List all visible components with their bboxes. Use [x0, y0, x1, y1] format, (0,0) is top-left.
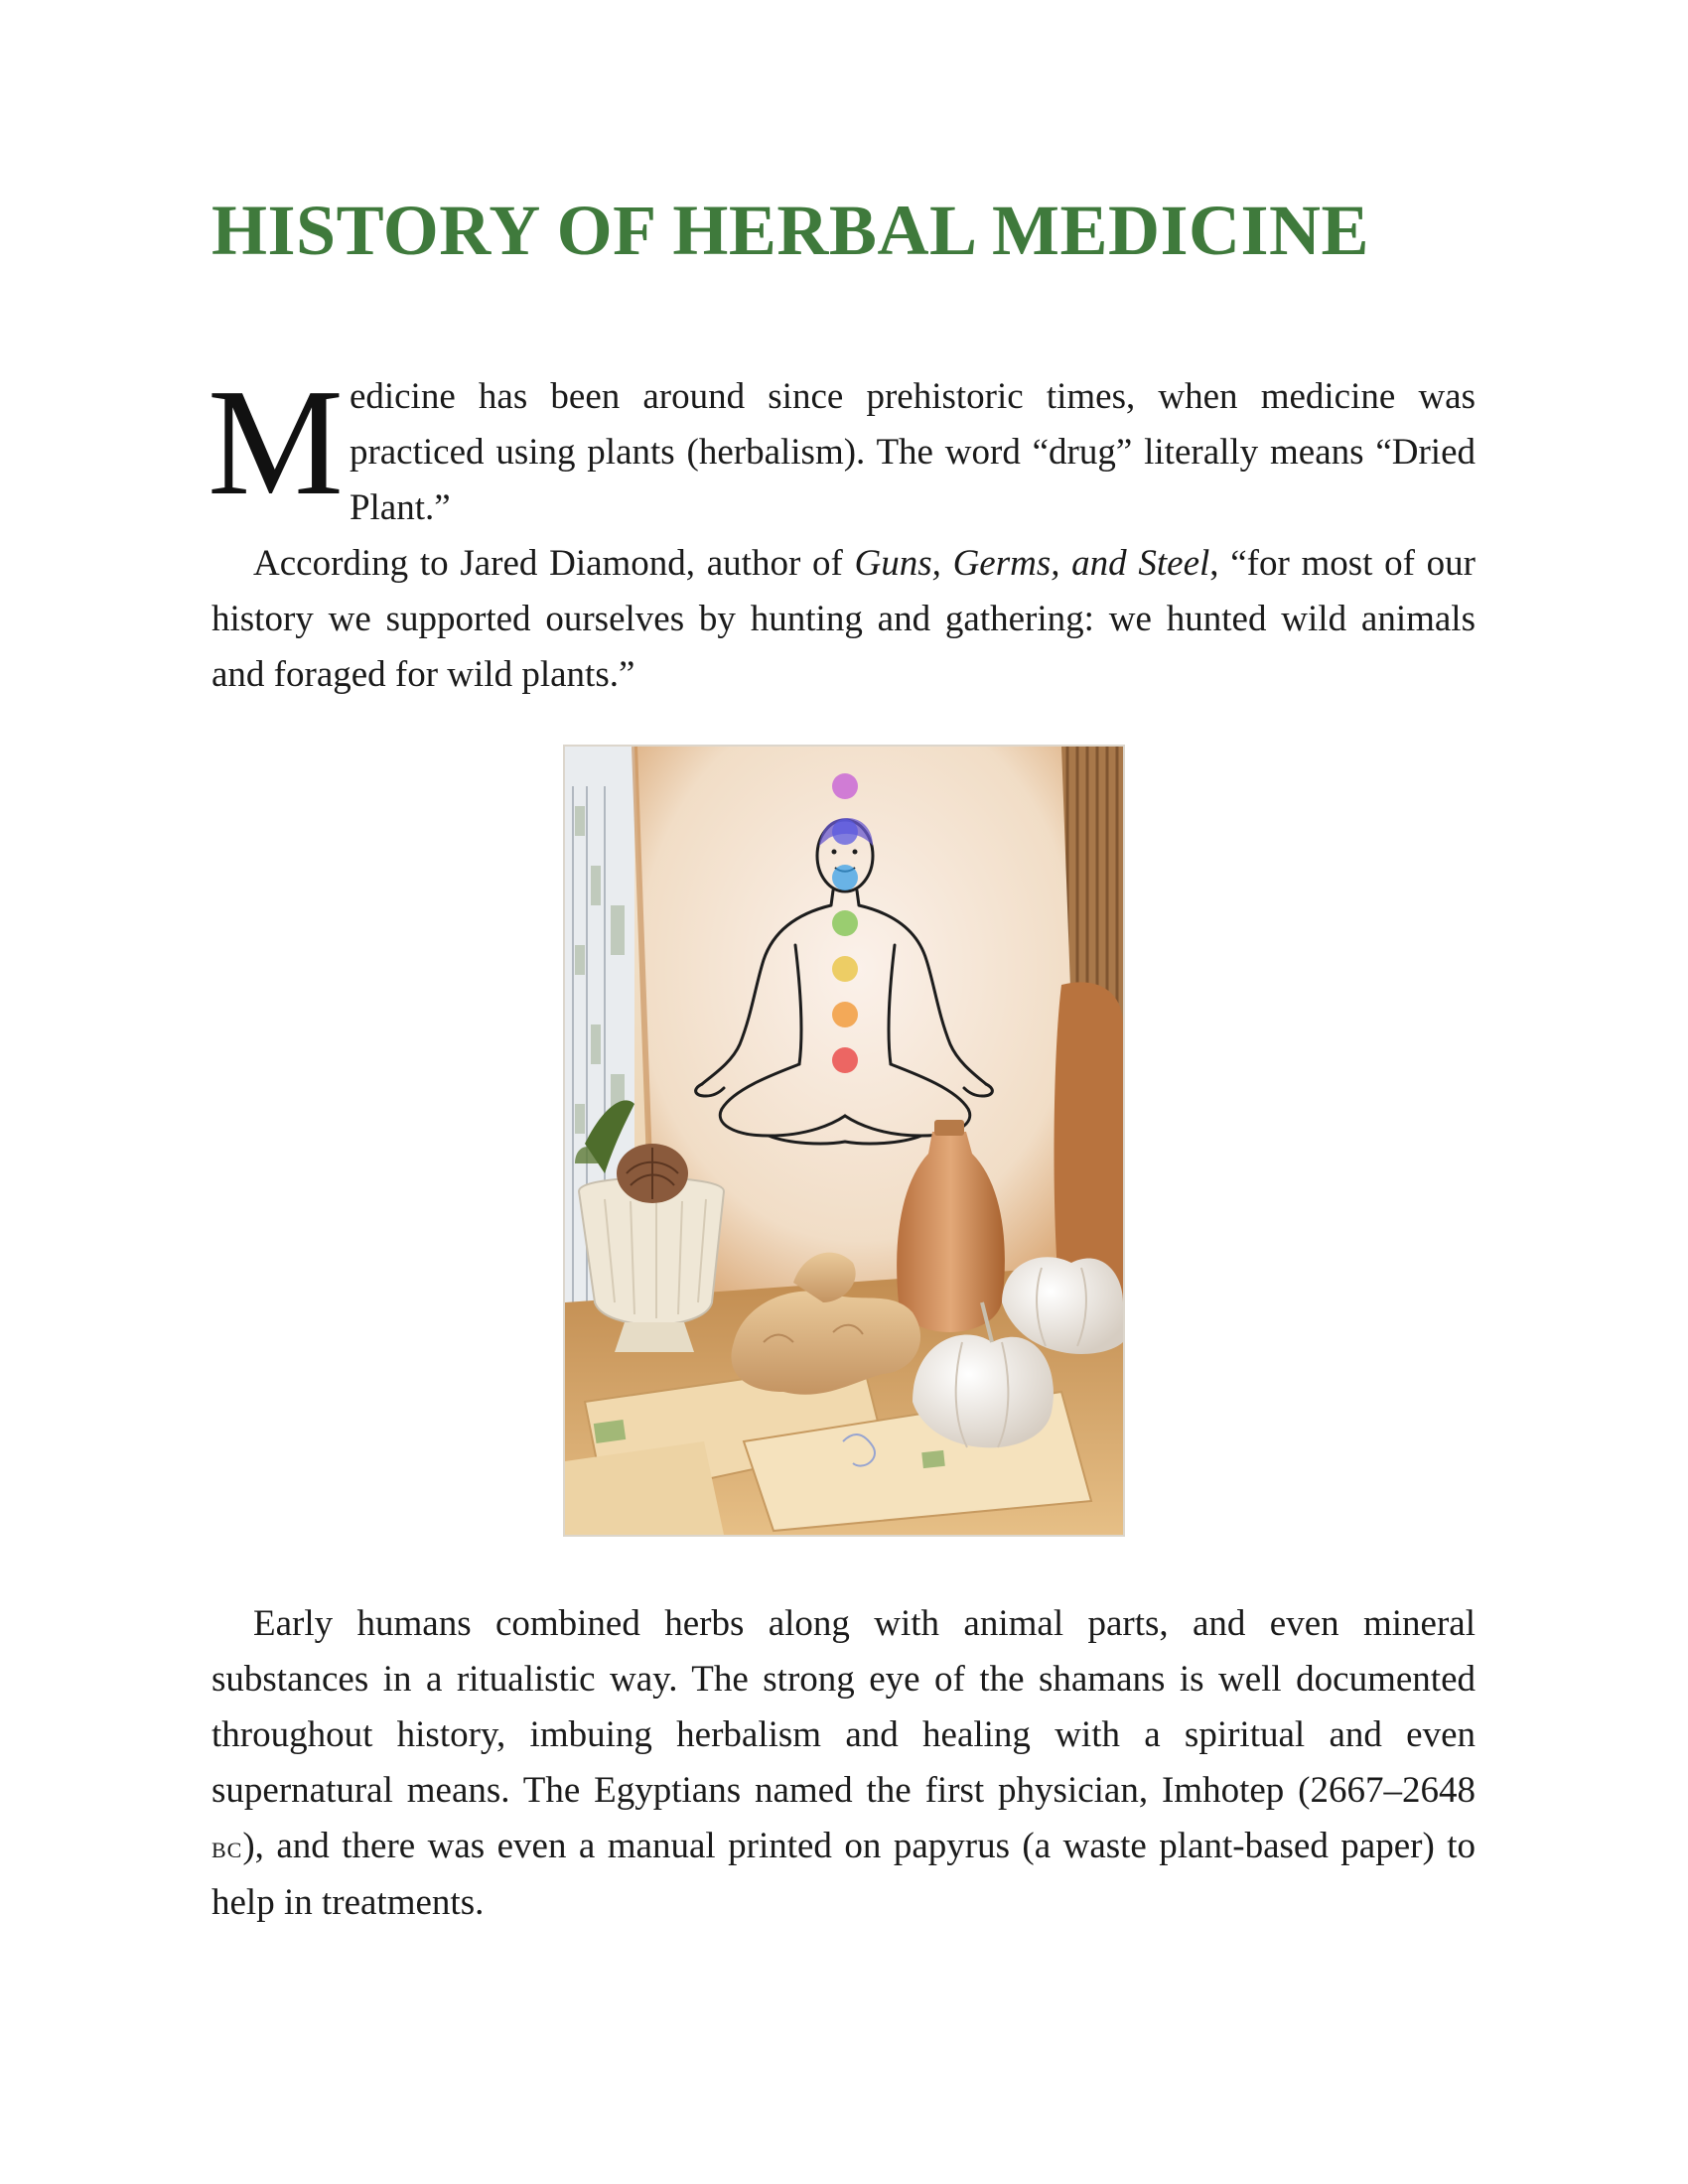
- herbal-meditation-photo: [563, 745, 1125, 1537]
- era-abbreviation: bc: [211, 1830, 243, 1864]
- paragraph-diamond-text-after: , “for most of our history we supported ourselves by hunting and gathering: we hunted wild animals and foraged for wild plants.”: [211, 543, 1476, 695]
- paragraph-early-humans: [211, 1596, 1476, 1931]
- chakra-point: [832, 910, 858, 936]
- paragraph-intro: [208, 358, 1476, 536]
- text-block-early-humans: [211, 1596, 1476, 1931]
- paragraph-intro-text: edicine has been around since prehistoric times, when medicine was practiced using plants (herbalism). The word “drug” literally means “Dried Plant.”: [349, 376, 1476, 528]
- drop-cap: M: [208, 358, 344, 527]
- chakra-point: [832, 865, 858, 890]
- page-title: HISTORY OF HERBAL MEDICINE: [211, 191, 1370, 270]
- chakra-point: [832, 1047, 858, 1073]
- chakra-point: [832, 819, 858, 845]
- paragraph-diamond: [211, 536, 1476, 703]
- paragraph-early-humans-text-after: ), and there was even a manual printed on papyrus (a waste plant-based paper) to help in treatments.: [211, 1826, 1476, 1923]
- text-block-intro: [208, 358, 1476, 703]
- paragraph-early-humans-text-before: Early humans combined herbs along with animal parts, and even mineral substances in a ritualistic way. The strong eye of the shamans is well documented throughout history, imbuing herbalism and healing with a spiritual and even supernatural means. The Egyptians named the first physician, Imhotep (2667–2648: [211, 1603, 1476, 1811]
- paragraph-diamond-text-before: According to Jared Diamond, author of: [253, 543, 855, 584]
- page: [208, 0, 1476, 2184]
- chakra-point: [832, 956, 858, 982]
- chakra-point: [832, 1002, 858, 1027]
- book-title: Guns, Germs, and Steel: [854, 543, 1210, 584]
- chakra-point: [832, 773, 858, 799]
